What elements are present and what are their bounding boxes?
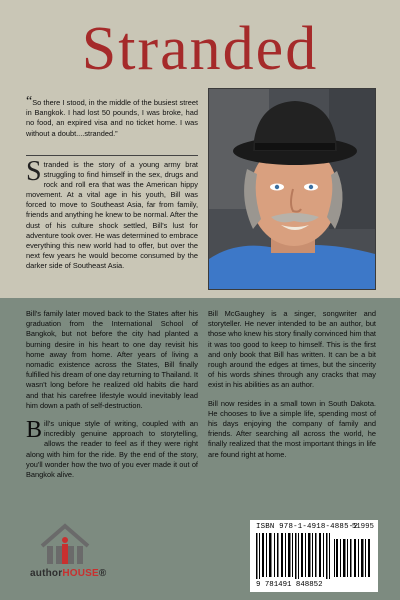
author-bio-paragraph-1: Bill McGaughey is a singer, songwriter and storyteller. He never intended to be an author, but those who knew his story finally convinced him that it was too good to keep to himself. This is the first and only book that Bill has written. It can be a bit rough around the edges at times, but the sincerity of his words shines through any cracks that may exist in his abilities as an author. xyxy=(208,309,376,390)
isbn-label: ISBN 978-1-4918-4885-2 xyxy=(256,523,358,531)
divider xyxy=(26,155,198,156)
synopsis-dropcap: S xyxy=(26,156,42,187)
left-column xyxy=(26,309,198,488)
left-paragraph-2-dropcap: B xyxy=(26,417,43,444)
author-portrait-image xyxy=(209,89,375,289)
price-code: 51995 xyxy=(351,523,374,531)
publisher-logo xyxy=(30,520,107,590)
right-column xyxy=(208,309,376,468)
left-paragraph-1: Bill's family later moved back to the States after his graduation from the International School of Bangkok, but not before the city had planted a burning desire in his heart to one day revisit his home away from home. After years of living a nomadic existence across the States, Bill finally fulfilled his dream of one day returning to Thailand. It wasn't long before he realized old habits die hard and that his carefree lifestyle would inevitably lead him down a path of self-destruction. xyxy=(26,309,199,410)
author-bio-paragraph-2: Bill now resides in a small town in South Dakota. He chooses to live a simple life, spending most of his days enjoying the company of family and friends. After searching all across the world, he finally realized that the most important things in life are found right at home. xyxy=(208,398,376,459)
synopsis xyxy=(26,156,198,271)
book-title: Stranded xyxy=(81,15,319,83)
synopsis-text: tranded is the story of a young army brat struggling to find himself in the sex, drugs and rock and roll era that was the American hippy movement. At a vital age in his youth, Bill was forced to move to Southeast Asia, far from family, friends and anything he knew to be normal. After the dust of his culture shock settled, Bill's lust for adventure took over. He was determined to embrace everything this new world had to offer, but over the next few years he would become consumed by the darker side of Southeast Asia. xyxy=(26,160,198,270)
house-logo-icon xyxy=(30,520,100,568)
opening-quote-text: So there I stood, in the middle of the busiest street in Bangkok. I had lost 50 pounds, I was broke, had no food, an expired visa and no ticket home. I was without a doubt....stranded.” xyxy=(26,98,198,138)
ean-number: 9 781491 848852 xyxy=(256,581,323,589)
publisher-name: authorHOUSE® xyxy=(30,568,107,579)
isbn-barcode xyxy=(250,520,378,592)
left-paragraph-2-text: ill's unique style of writing, coupled with an incredibly genuine approach to storytelling, allows the reader to feel as if they were right along with him for the ride. By the end of the story, you'll wonder how the two of you ever made it out of Bangkok alive. xyxy=(26,419,198,480)
opening-quote: “So there I stood, in the middle of the busiest street in Bangkok. I had lost 50 pounds, I was broke, had no food, an expired visa and no ticket home. I was without a doubt....stranded.” xyxy=(26,94,198,138)
author-photo xyxy=(208,88,376,290)
left-paragraph-2 xyxy=(26,419,198,480)
barcode-icon xyxy=(256,533,372,579)
